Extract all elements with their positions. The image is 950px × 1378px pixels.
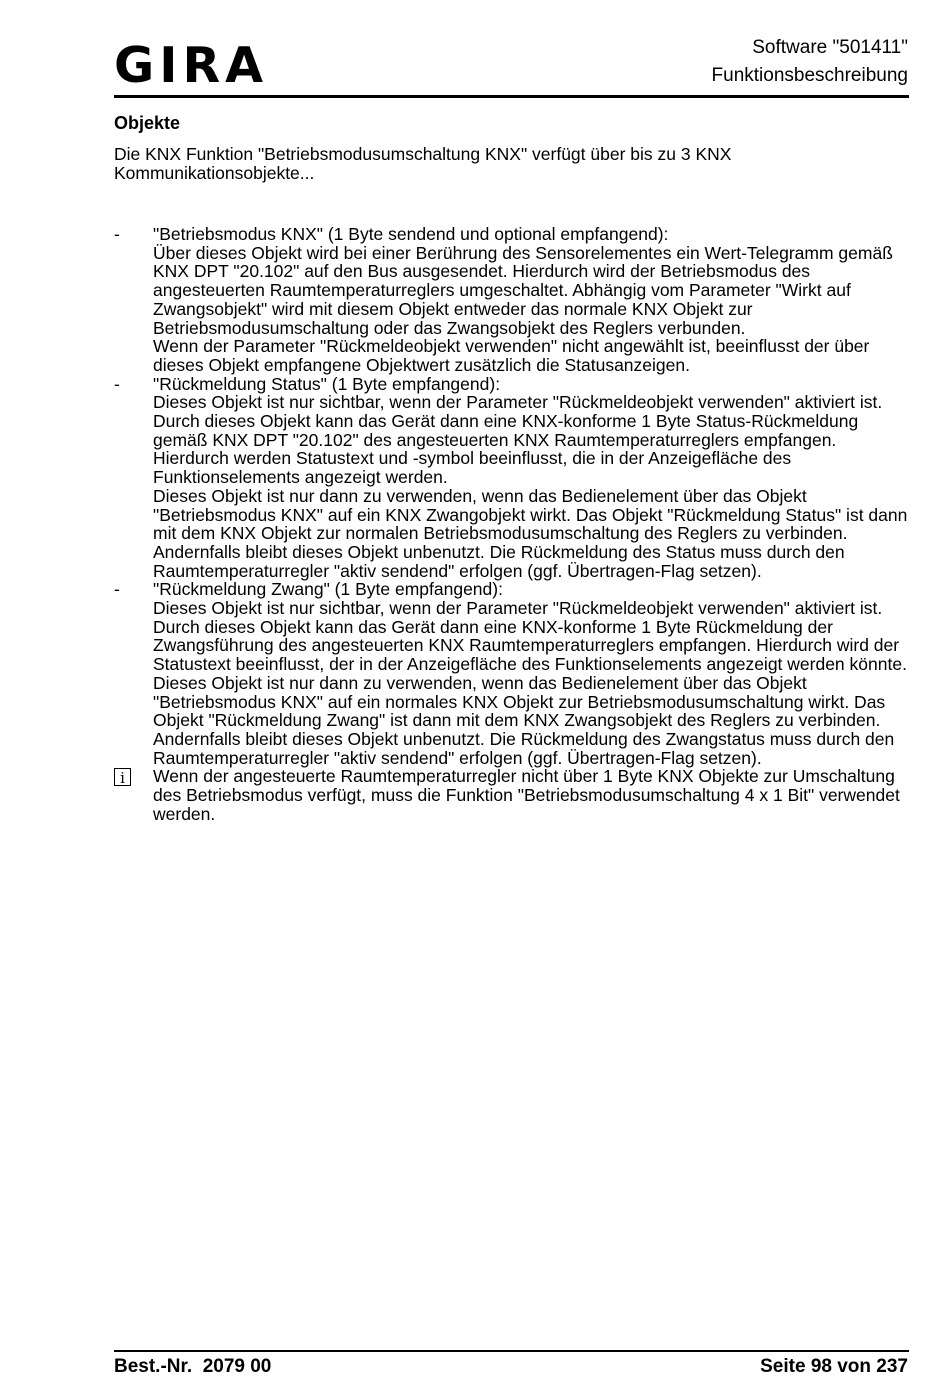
list-marker: - [114, 579, 120, 600]
section-title: Objekte [114, 113, 181, 133]
list-marker: - [114, 224, 120, 244]
header-rule [114, 95, 909, 98]
footer-rule [114, 1350, 909, 1352]
item-paragraph: Dieses Objekt ist nur sichtbar, wenn der Parameter "Rückmeldeobjekt verwenden" aktiviert ist. Durch dieses Objekt kann das Gerät dann eine KNX-konforme 1 Byte Rückmeldung der Zwangsführung des angesteuerten KNX Raumtemperaturreglers empfangen. Hierdurch wird der Statustext beeinflusst, der in der Anzeigefläche des Funktionselements angezeigt werden könnte. [153, 598, 907, 675]
list-marker: - [114, 373, 120, 394]
doc-type-label: Funktionsbeschreibung [711, 65, 908, 86]
item-paragraph: Dieses Objekt ist nur sichtbar, wenn der Parameter "Rückmeldeobjekt verwenden" aktiviert ist. Durch dieses Objekt kann das Gerät dann eine KNX-konforme 1 Byte Status-Rückmeldung gemäß KNX DPT "20.102" des angesteuerten KNX Raumtemperaturreglers empfangen. Hierdurch werden Statustext und -symbol beeinflusst, die in der Anzeigefläche des Funktionselements angezeigt werden. [153, 392, 883, 488]
intro-paragraph: Die KNX Funktion "Betriebsmodusumschaltung KNX" verfügt über bis zu 3 KNX Kommunikationsobjekte... [114, 144, 732, 183]
item-title: "Rückmeldung Zwang" (1 Byte empfangend): [153, 579, 503, 600]
list-item [114, 375, 914, 581]
page-number: Seite 98 von 237 [760, 1356, 908, 1377]
info-icon: i [114, 768, 131, 786]
note-item [114, 767, 914, 823]
item-title: "Betriebsmodus KNX" (1 Byte sendend und optional empfangend): [153, 224, 669, 244]
object-list [114, 225, 914, 824]
software-label: Software "501411" [752, 37, 908, 58]
note-text: Wenn der angesteuerte Raumtemperaturregler nicht über 1 Byte KNX Objekte zur Umschaltung des Betriebsmodus verfügt, muss die Funktion "Betriebsmodusumschaltung 4 x 1 Bit" verwendet werden. [153, 766, 900, 824]
list-item [114, 225, 914, 375]
item-paragraph: Wenn der Parameter "Rückmeldeobjekt verwenden" nicht angewählt ist, beeinflusst der über dieses Objekt empfangene Objektwert zusätzlich die Statusanzeigen. [153, 336, 870, 375]
gira-logo: GIRA [114, 37, 269, 94]
document-header [712, 34, 908, 90]
list-item [114, 580, 914, 767]
item-paragraph: Dieses Objekt ist nur dann zu verwenden, wenn das Bedienelement über das Objekt "Betriebsmodus KNX" auf ein normales KNX Objekt zur Betriebsmodusumschaltung wirkt. Das Objekt "Rückmeldung Zwang" ist dann mit dem KNX Zwangsobjekt des Reglers zu verbinden. Andernfalls bleibt dieses Objekt unbenutzt. Die Rückmeldung des Zwangstatus muss durch den Raumtemperaturregler "aktiv sendend" erfolgen (ggf. Übertragen-Flag setzen). [153, 672, 895, 768]
order-number: Best.-Nr. 2079 00 [114, 1356, 272, 1377]
item-paragraph: Über dieses Objekt wird bei einer Berührung des Sensorelementes ein Wert-Telegramm gemäß KNX DPT "20.102" auf den Bus ausgesendet. Hierdurch wird der Betriebsmodus des angesteuerten Raumtemperaturreglers umgeschaltet. Abhängig vom Parameter "Wirkt auf Zwangsobjekt" wird mit diesem Objekt entweder das normale KNX Objekt zur Betriebsmodusumschaltung oder das Zwangsobjekt des Reglers verbunden. [153, 242, 893, 338]
item-paragraph: Dieses Objekt ist nur dann zu verwenden, wenn das Bedienelement über das Objekt "Betriebsmodus KNX" auf ein KNX Zwangobjekt wirkt. Das Objekt "Rückmeldung Status" ist dann mit dem KNX Objekt zur normalen Betriebsmodusumschaltung des Reglers zu verbinden. Andernfalls bleibt dieses Objekt unbenutzt. Die Rückmeldung des Status muss durch den Raumtemperaturregler "aktiv sendend" erfolgen (ggf. Übertragen-Flag setzen). [153, 485, 908, 581]
item-title: "Rückmeldung Status" (1 Byte empfangend): [153, 373, 501, 394]
